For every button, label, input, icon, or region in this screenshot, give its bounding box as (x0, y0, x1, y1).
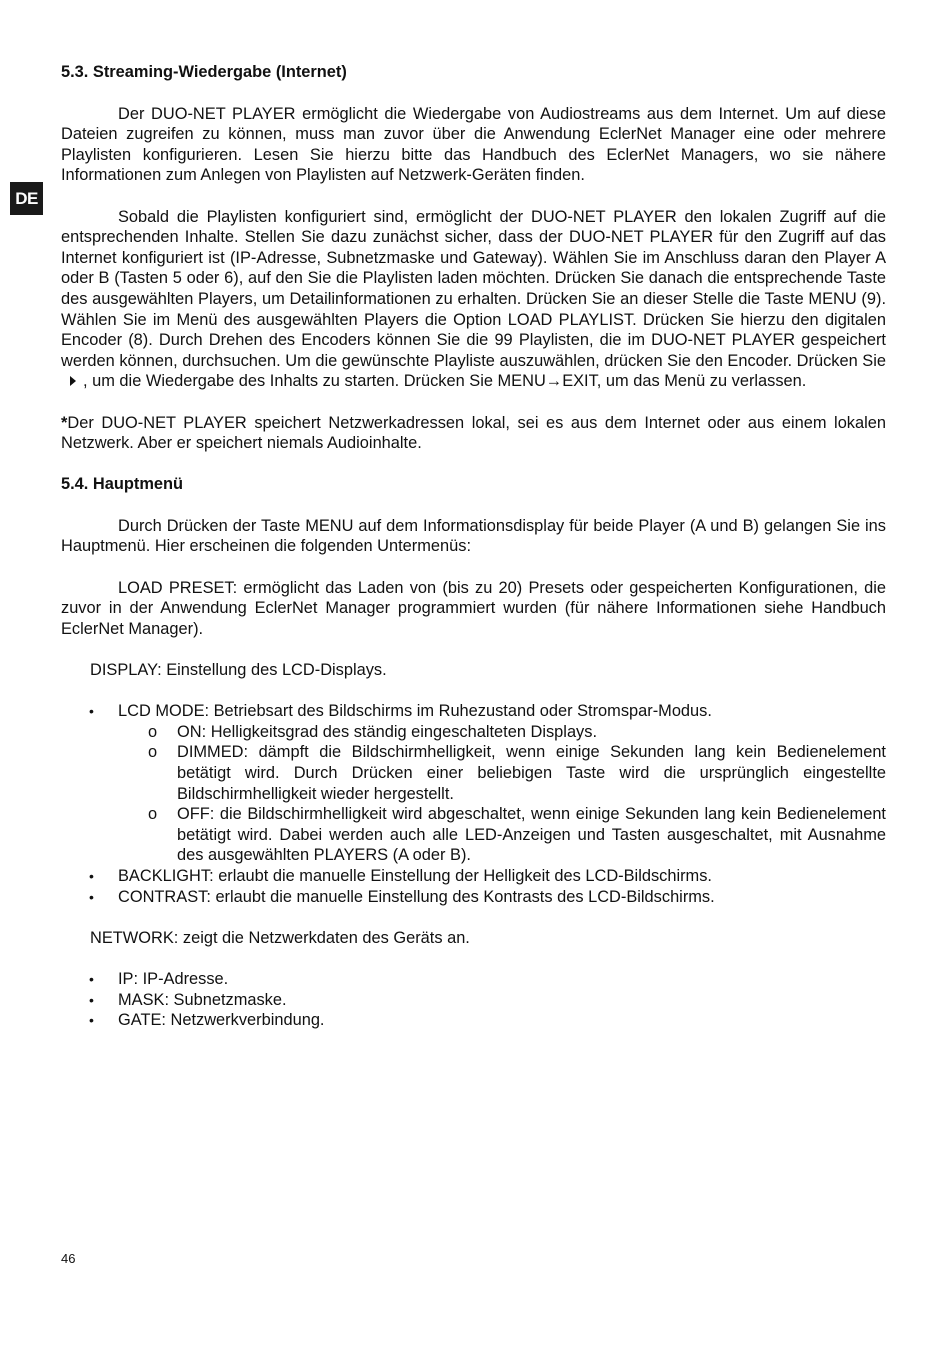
display-options-list (61, 701, 886, 907)
list-item: • LCD MODE: Betriebsart des Bildschirms im Ruhezustand oder Stromspar-Modus. o ON: Helligkeitsgrad des ständig eingeschalteten Displays. o DIMMED: dämpft die Bildschirmhelligkeit, wenn einige Sekunden lang kein Bedienelement betätigt wird. Durch Drücken einer beliebigen Taste wird die ursprünglich eingestellte Bildschirmhelligkeit wieder hergestellt. o OFF: die Bildschirmhelligkeit wird abgeschaltet, wenn einige Sekunden lang kein Bedienelement betätigt wird. Dabei werden auch alle LED-Anzeigen und Tasten ausgeschaltet, mit Ausnahme des ausgewählten PLAYERS (A oder B). (61, 701, 886, 866)
section-heading-5-3: 5.3. Streaming-Wiedergabe (Internet) (61, 63, 347, 81)
bullet-icon: • (89, 867, 94, 884)
paragraph-main-menu: Durch Drücken der Taste MENU auf dem Informationsdisplay für beide Player (A und B) gelangen Sie ins Hauptmenü. Hier erscheinen die folgenden Untermenüs: (61, 516, 886, 556)
language-tab: DE (10, 182, 43, 215)
list-item: • IP: IP-Adresse. (89, 969, 229, 988)
sub-bullet-icon: o (148, 805, 158, 824)
paragraph-note: *Der DUO-NET PLAYER speichert Netzwerkadressen lokal, sei es aus dem Internet oder aus einem lokalen Netzwerk. Aber er speichert niemals Audioinhalte. (61, 413, 886, 453)
page-number: 46 (61, 1251, 76, 1266)
paragraph-load-preset: LOAD PRESET: ermöglicht das Laden von (bis zu 20) Presets oder gespeicherten Konfigurationen, die zuvor in der Anwendung EclerNet Manager programmiert wurden (für nähere Informationen siehe Handbuch EclerNet Manager). (61, 578, 886, 638)
play-arrow-icon (70, 376, 76, 386)
display-line: DISPLAY: Einstellung des LCD-Displays. (90, 661, 387, 680)
right-arrow-icon: → (545, 372, 563, 391)
bullet-icon: • (89, 888, 94, 905)
list-item: o OFF: die Bildschirmhelligkeit wird abgeschaltet, wenn einige Sekunden lang kein Bedienelement betätigt wird. Dabei werden auch alle LED-Anzeigen und Tasten ausgeschaltet, mit Ausnahme des ausgewählten PLAYERS (A oder B). (148, 805, 886, 865)
paragraph-streaming-steps: Sobald die Playlisten konfiguriert sind, ermöglicht der DUO-NET PLAYER den lokalen Zugriff auf die entsprechenden Inhalte. Stellen Sie dazu zunächst sicher, dass der DUO-NET PLAYER für den Zugriff auf das Internet konfiguriert ist (IP-Adresse, Subnetzmaske und Gateway). Wählen Sie im Anschluss daran den Player A oder B (Tasten 5 oder 6), auf den Sie die Playlisten laden möchten. Drücken Sie danach die entsprechende Taste des ausgewählten Players, um Detailinformationen zu erhalten. Drücken Sie an dieser Stelle die Taste MENU (9). Wählen Sie im Menü des ausgewählten Players die Option LOAD PLAYLIST. Drücken Sie hierzu den digitalen Encoder (8). Durch Drehen des Encoders können Sie die 99 Playlisten, die im DUO-NET PLAYER gespeichert werden können, durchsuchen. Um die gewünschte Playliste auszuwählen, drücken Sie den Encoder. Drücken Sie, um die Wiedergabe des Inhalts zu starten. Drücken Sie MENU→EXIT, um das Menü zu verlassen. (61, 207, 886, 391)
list-item: o ON: Helligkeitsgrad des ständig eingeschalteten Displays. (148, 722, 598, 741)
sub-bullet-icon: o (148, 743, 158, 762)
lcd-mode-sublist (118, 722, 886, 866)
list-item: • BACKLIGHT: erlaubt die manuelle Einstellung der Helligkeit des LCD-Bildschirms. (89, 866, 712, 885)
document-body (61, 62, 886, 1031)
paragraph-streaming-intro: Der DUO-NET PLAYER ermöglicht die Wiedergabe von Audiostreams aus dem Internet. Um auf diese Dateien zugreifen zu können, muss man zuvor über die Anwendung EclerNet Manager eine oder mehrere Playlisten konfigurieren. Lesen Sie hierzu bitte das Handbuch des EclerNet Managers, wo sie nähere Informationen zum Anlegen von Playlisten auf Netzwerk-Geräten finden. (61, 104, 886, 185)
bullet-icon: • (89, 703, 94, 720)
network-options-list (61, 969, 886, 1031)
sub-bullet-icon: o (148, 722, 158, 741)
list-item: • GATE: Netzwerkverbindung. (89, 1011, 325, 1030)
bullet-icon: • (89, 970, 94, 987)
list-item: o DIMMED: dämpft die Bildschirmhelligkeit, wenn einige Sekunden lang kein Bedienelement betätigt wird. Durch Drücken einer beliebigen Taste wird die ursprünglich eingestellte Bildschirmhelligkeit wieder hergestellt. (148, 743, 886, 803)
bullet-icon: • (89, 1012, 94, 1029)
bullet-icon: • (89, 991, 94, 1008)
list-item: • MASK: Subnetzmaske. (89, 990, 287, 1009)
list-item: • CONTRAST: erlaubt die manuelle Einstellung des Kontrasts des LCD-Bildschirms. (89, 887, 715, 906)
network-line: NETWORK: zeigt die Netzwerkdaten des Geräts an. (90, 928, 470, 947)
section-heading-5-4: 5.4. Hauptmenü (61, 475, 184, 494)
